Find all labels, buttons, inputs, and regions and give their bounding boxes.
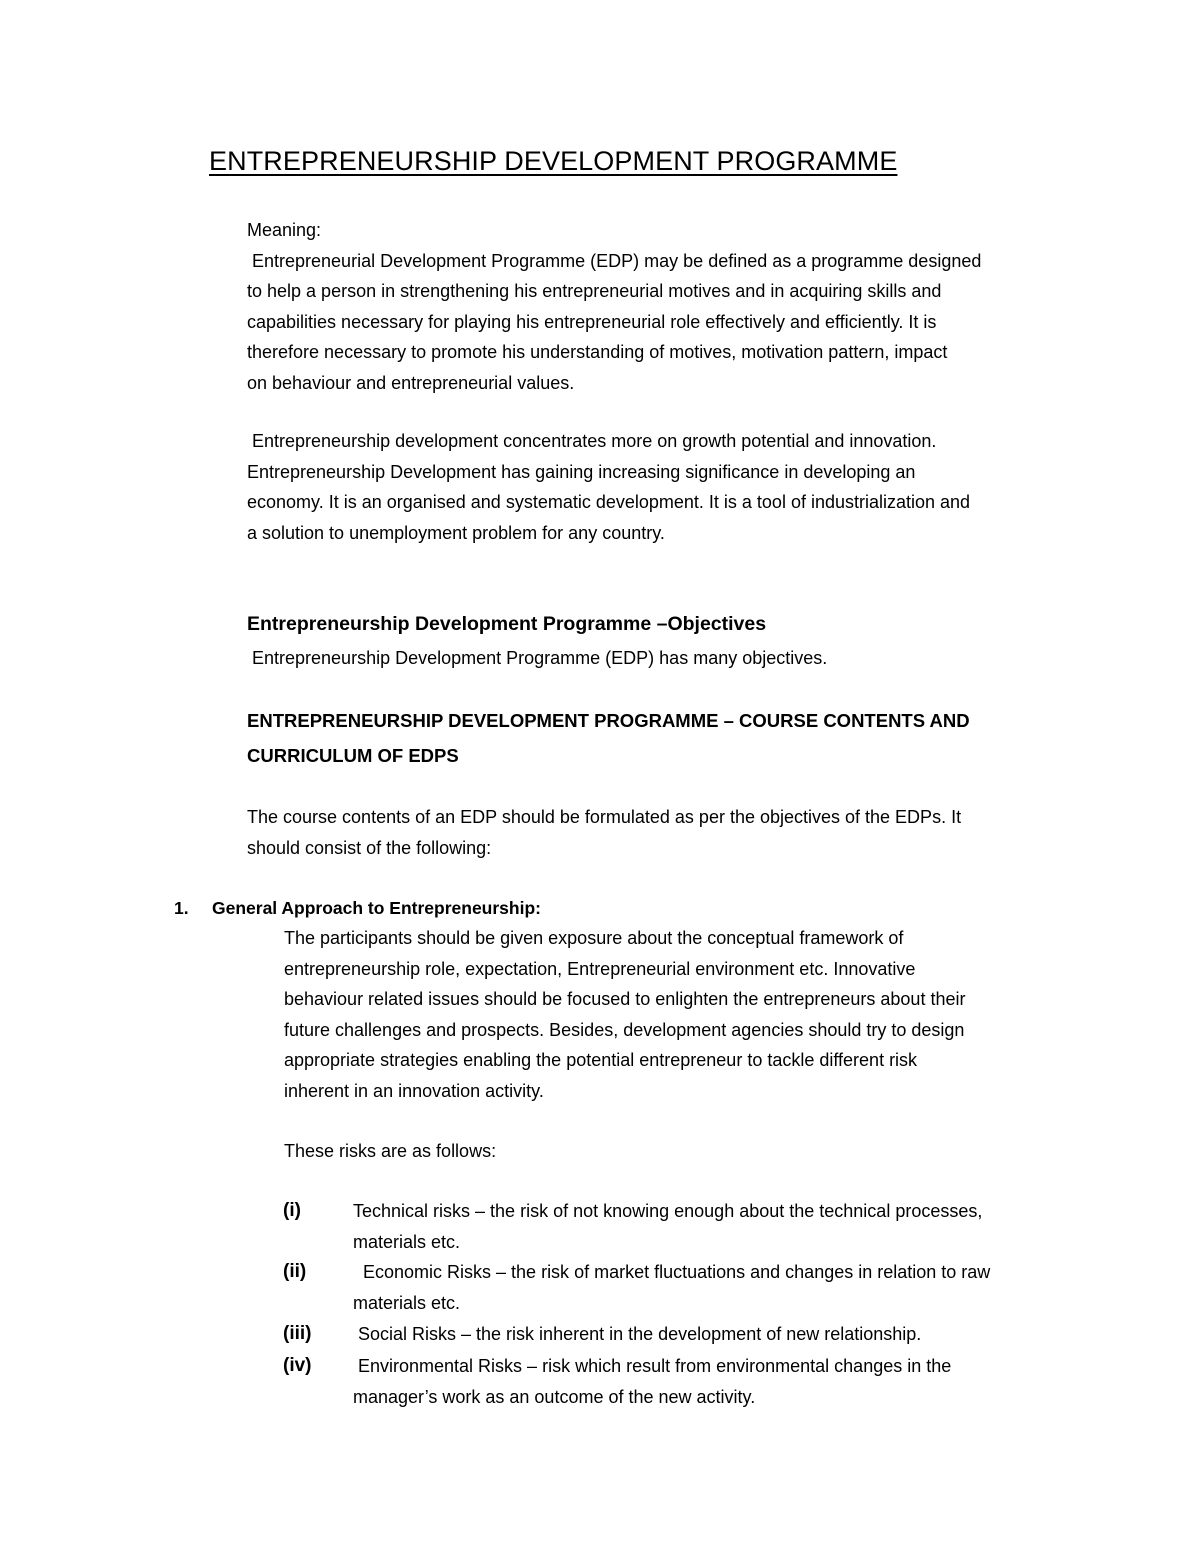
meaning-line: to help a person in strengthening his entrepreneurial motives and in acquiring skills and <box>247 281 942 301</box>
paragraph-line: Entrepreneurship Development has gaining increasing significance in developing an <box>247 461 916 482</box>
list-item-line: entrepreneurship role, expectation, Entrepreneurial environment etc. Innovative <box>284 958 916 979</box>
risk-line: manager’s work as an outcome of the new activity. <box>353 1386 756 1407</box>
risk-numeral: (i) <box>283 1200 301 1221</box>
objectives-heading: Entrepreneurship Development Programme –Objectives <box>247 613 767 635</box>
list-item-heading <box>174 893 541 923</box>
risk-line: Technical risks – the risk of not knowing enough about the technical processes, <box>353 1201 983 1221</box>
meaning-line: therefore necessary to promote his understanding of motives, motivation pattern, impact <box>247 342 948 362</box>
risk-numeral: (iv) <box>283 1355 312 1376</box>
course-intro <box>247 802 961 863</box>
meaning-label: Meaning: <box>247 220 322 240</box>
meaning-line: Entrepreneurial Development Programme (EDP) may be defined as a programme designed <box>247 250 982 271</box>
course-intro-line: should consist of the following: <box>247 837 492 858</box>
course-contents-heading <box>247 703 970 773</box>
course-heading-line: ENTREPRENEURSHIP DEVELOPMENT PROGRAMME – COURSE CONTENTS AND <box>247 710 970 731</box>
paragraph-line: Entrepreneurship development concentrates more on growth potential and innovation. <box>247 431 937 451</box>
risk-line: Environmental Risks – risk which result from environmental changes in the <box>353 1356 952 1376</box>
list-item-title: General Approach to Entrepreneurship: <box>212 898 541 918</box>
risk-line: materials etc. <box>353 1231 461 1252</box>
list-item-line: behaviour related issues should be focused to enlighten the entrepreneurs about their <box>284 989 966 1009</box>
risk-text <box>353 1196 982 1257</box>
paragraph-line: a solution to unemployment problem for any country. <box>247 522 665 543</box>
risk-numeral: (iii) <box>283 1323 312 1344</box>
list-item-line: The participants should be given exposure about the conceptual framework of <box>284 928 904 948</box>
risk-line: materials etc. <box>353 1292 461 1313</box>
risk-line: Economic Risks – the risk of market fluctuations and changes in relation to raw <box>353 1262 991 1282</box>
meaning-line: on behaviour and entrepreneurial values. <box>247 372 575 393</box>
meaning-line: capabilities necessary for playing his entrepreneurial role effectively and efficiently. It is <box>247 311 937 332</box>
risk-text <box>353 1257 990 1318</box>
development-paragraph <box>247 426 970 548</box>
list-item-line: inherent in an innovation activity. <box>284 1080 544 1101</box>
risk-line: Social Risks – the risk inherent in the development of new relationship. <box>353 1324 922 1344</box>
risk-text <box>353 1351 951 1412</box>
risk-numeral: (ii) <box>283 1261 307 1282</box>
risks-intro: These risks are as follows: <box>284 1141 497 1161</box>
meaning-section <box>247 215 981 398</box>
course-intro-line: The course contents of an EDP should be formulated as per the objectives of the EDPs. It <box>247 807 962 827</box>
list-item-number: 1. <box>174 898 189 918</box>
course-heading-line: CURRICULUM OF EDPS <box>247 745 459 766</box>
list-item-line: future challenges and prospects. Besides, development agencies should try to design <box>284 1019 965 1040</box>
objectives-text: Entrepreneurship Development Programme (EDP) has many objectives. <box>247 648 828 668</box>
risk-text <box>353 1319 921 1350</box>
list-item-body <box>284 923 965 1106</box>
paragraph-line: economy. It is an organised and systematic development. It is a tool of industrialization and <box>247 492 971 512</box>
list-item-line: appropriate strategies enabling the potential entrepreneur to tackle different risk <box>284 1050 918 1070</box>
document-title: ENTREPRENEURSHIP DEVELOPMENT PROGRAMME <box>209 146 898 176</box>
